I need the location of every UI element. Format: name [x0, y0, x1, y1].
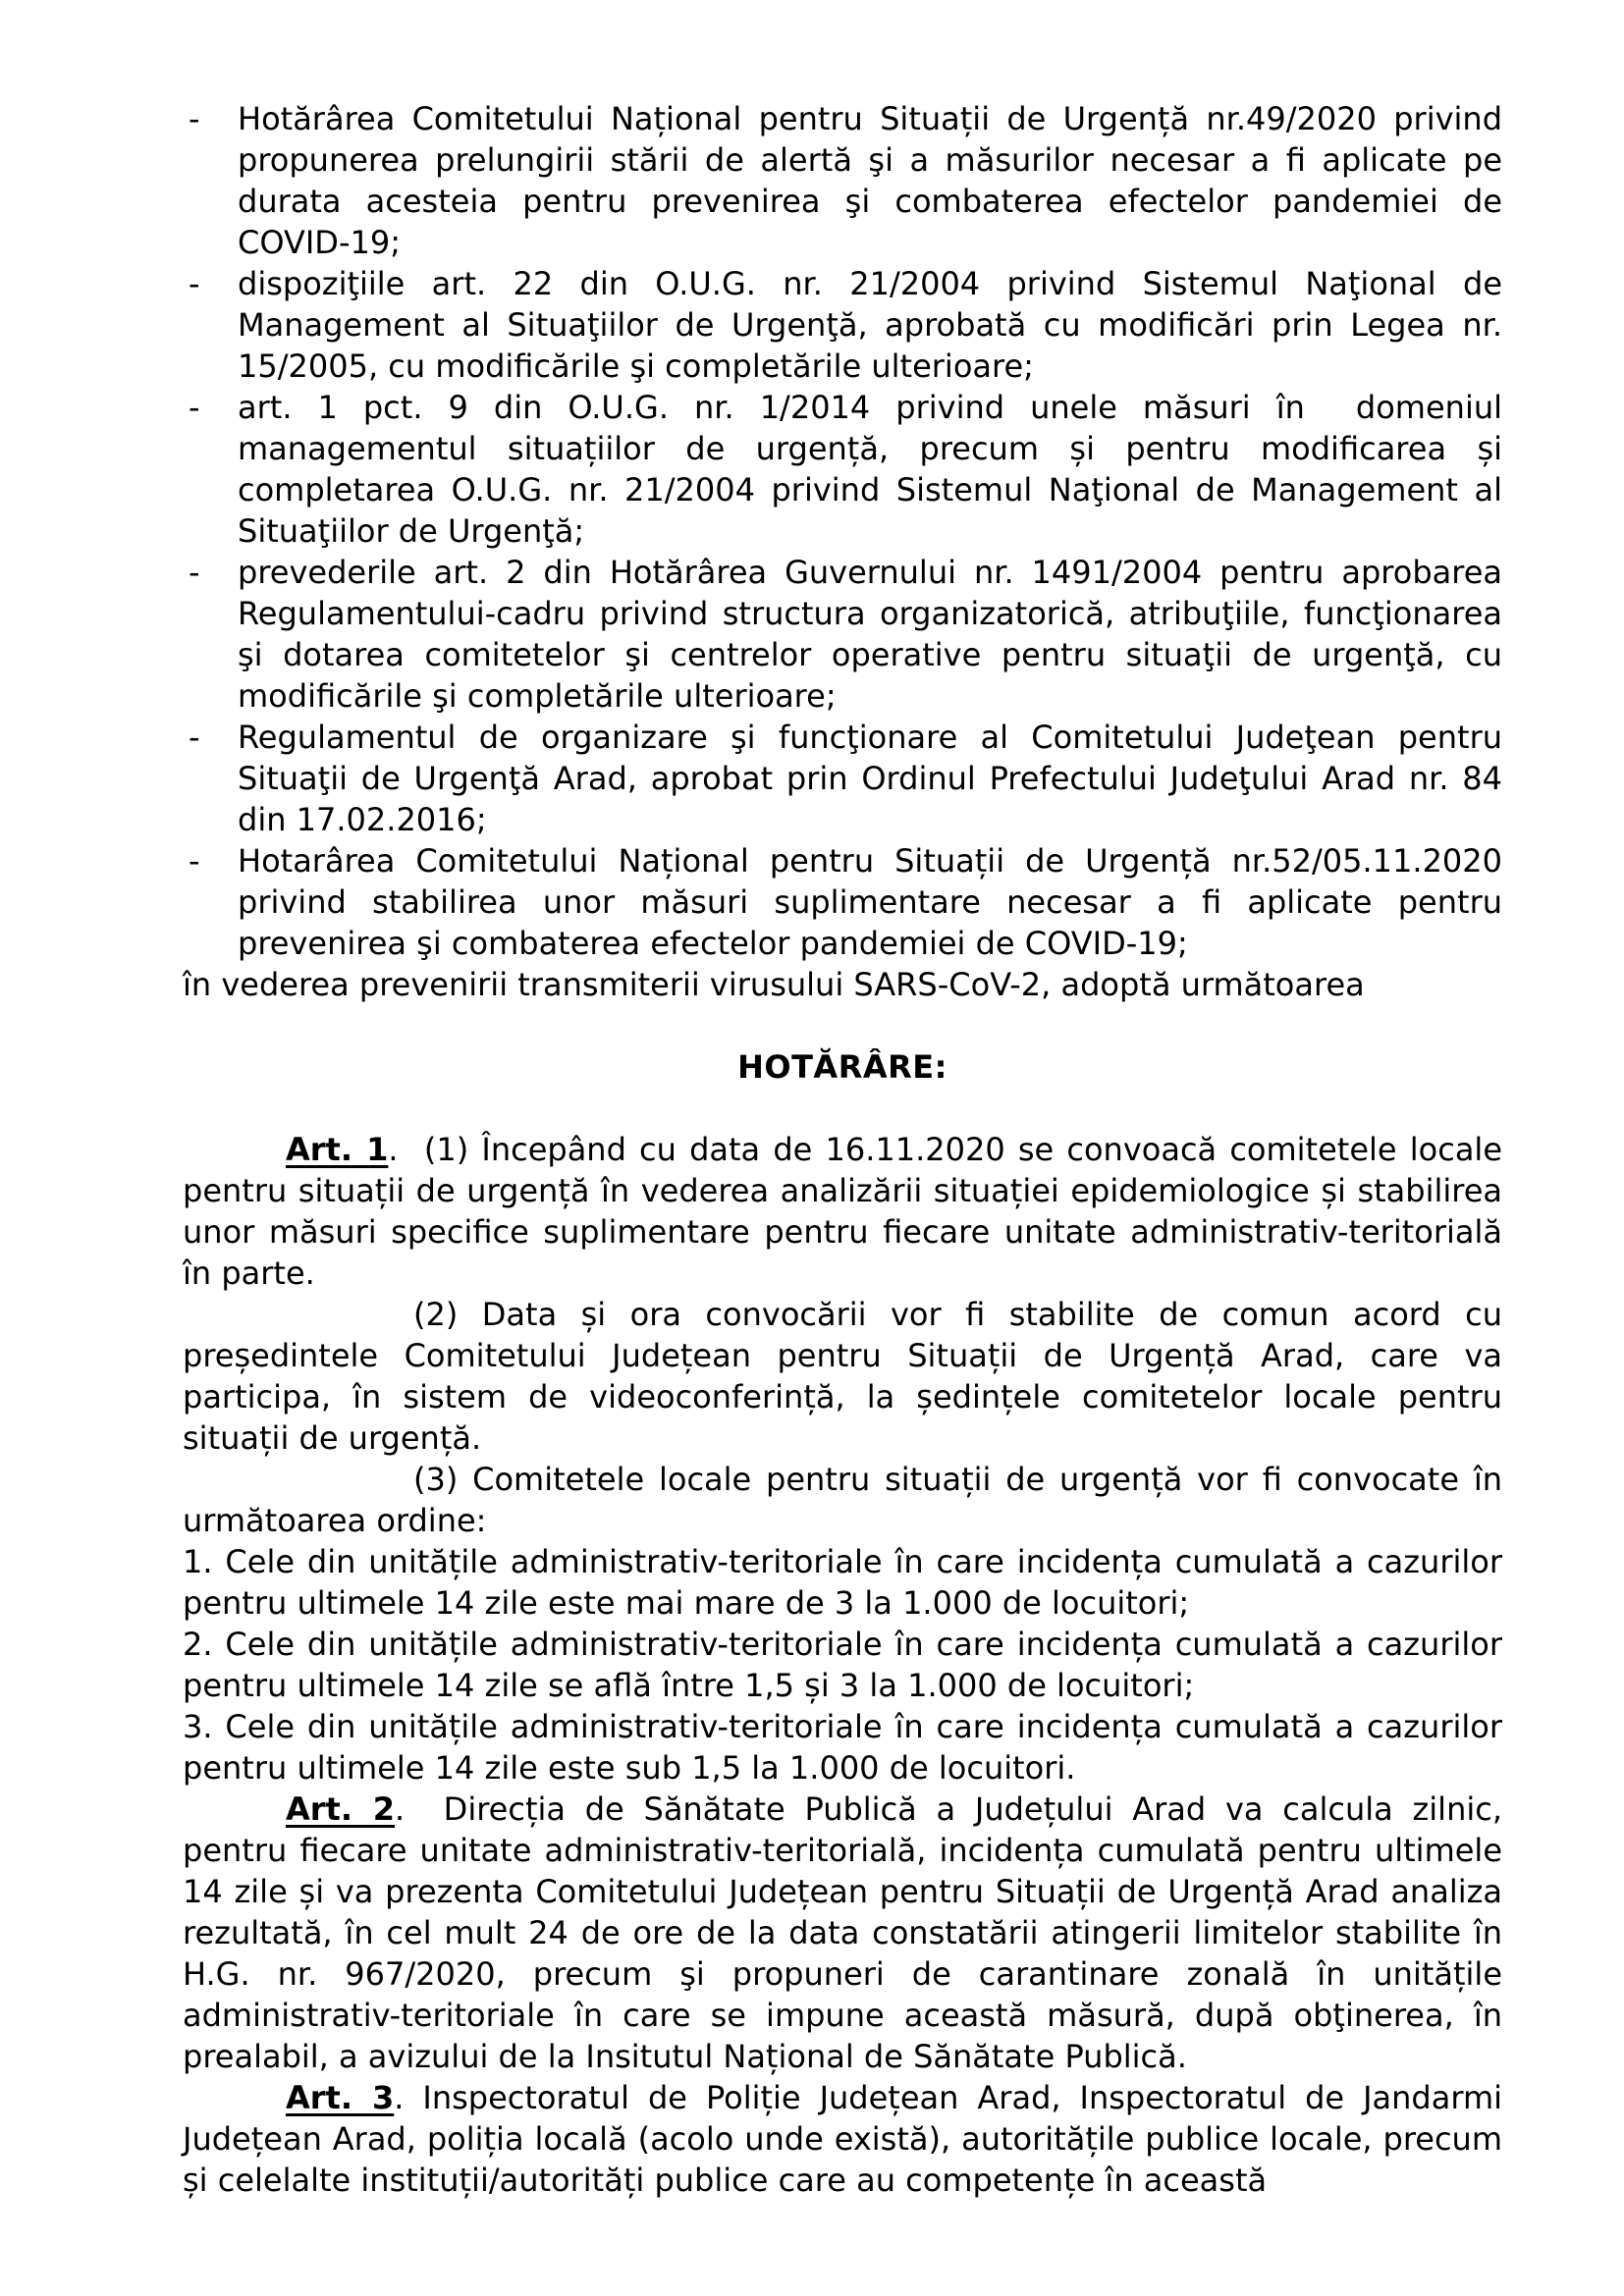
consideration-item	[183, 263, 1502, 387]
list-dash-marker: -	[189, 389, 200, 426]
consideration-item	[183, 387, 1502, 552]
article-1-paragraph-1-text: . (1) Începând cu data de 16.11.2020 se convoacă comitetele locale pentru situații de urgență în vederea analizării situației epidemiologice și stabilirea unor măsuri specifice suplimentare pentru fiecare unitate administrativ-teritorială în parte.	[183, 1131, 1503, 1292]
list-dash-marker: -	[189, 554, 200, 591]
decision-heading: HOTĂRÂRE:	[737, 1048, 947, 1086]
article-2-paragraph	[183, 1789, 1502, 2077]
article-1-paragraph-3: (3) Comitetele locale pentru situații de urgență vor fi convocate în următoarea ordine:	[183, 1461, 1502, 1539]
article-2-paragraph-text: . Direcția de Sănătate Publică a Județului Arad va calcula zilnic, pentru fiecare unitate administrativ-teritorială, incidența cumulată pentru ultimele 14 zile și va prezenta Comitetului Județean pentru Situații de Urgență Arad analiza rezultată, în cel mult 24 de ore de la data constatării atingerii limitelor stabilite în H.G. nr. 967/2020, precum şi propuneri de carantinare zonală în unitățile administrativ-teritoriale în care se impune această măsură, după obţinerea, în prealabil, a avizului de la Insitutul Național de Sănătate Publică.	[183, 1790, 1503, 2075]
list-dash-marker: -	[189, 719, 200, 756]
article-1-paragraph-2: (2) Data și ora convocării vor fi stabilite de comun acord cu președintele Comitetului Județean pentru Situații de Urgență Arad, care va participa, în sistem de videoconferință, la ședințele comitetelor locale pentru situații de urgență.	[183, 1296, 1502, 1457]
article-3-label: Art. 3	[286, 2079, 395, 2116]
article-2-label: Art. 2	[286, 1790, 395, 1828]
list-dash-marker: -	[189, 265, 200, 302]
consideration-text: art. 1 pct. 9 din O.U.G. nr. 1/2014 privind unele măsuri în domeniul managementul situațiilor de urgență, precum și pentru modificarea și completarea O.U.G. nr. 21/2004 privind Sistemul Naţional de Management al Situaţiilor de Urgenţă;	[238, 389, 1502, 550]
closing-line: în vederea prevenirii transmiterii virusului SARS-CoV-2, adoptă următoarea	[183, 966, 1365, 1003]
list-dash-marker: -	[189, 842, 200, 880]
article-1-list-item-1: 1. Cele din unitățile administrativ-teritoriale în care incidența cumulată a cazurilor pentru ultimele 14 zile este mai mare de 3 la 1.000 de locuitori;	[183, 1543, 1502, 1622]
consideration-item	[183, 98, 1502, 263]
consideration-item	[183, 717, 1502, 840]
consideration-text: Hotărârea Comitetului Național pentru Situații de Urgență nr.49/2020 privind propunerea prelungirii stării de alertă şi a măsurilor necesar a fi aplicate pe durata acesteia pentru prevenirea şi combaterea efectelor pandemiei de COVID-19;	[238, 100, 1502, 261]
list-dash-marker: -	[189, 100, 200, 137]
article-1-label: Art. 1	[286, 1131, 389, 1168]
article-3-paragraph-text: . Inspectoratul de Poliție Județean Arad, Inspectoratul de Jandarmi Județean Arad, poliția locală (acolo unde există), autoritățile publice locale, precum și celelalte instituții/autorități publice care au competențe în această	[183, 2079, 1503, 2199]
article-1-list-item-2: 2. Cele din unitățile administrativ-teritoriale în care incidența cumulată a cazurilor pentru ultimele 14 zile se află între 1,5 și 3 la 1.000 de locuitori;	[183, 1626, 1502, 1704]
consideration-text: prevederile art. 2 din Hotărârea Guvernului nr. 1491/2004 pentru aprobarea Regulamentului-cadru privind structura organizatorică, atribuţiile, funcţionarea şi dotarea comitetelor şi centrelor operative pentru situaţii de urgenţă, cu modificările şi completările ulterioare;	[238, 554, 1502, 715]
consideration-text: dispoziţiile art. 22 din O.U.G. nr. 21/2004 privind Sistemul Naţional de Management al Situaţiilor de Urgenţă, aprobată cu modificări prin Legea nr. 15/2005, cu modificările şi completările ulterioare;	[238, 265, 1502, 385]
consideration-item	[183, 552, 1502, 717]
consideration-item	[183, 840, 1502, 964]
article-1-list-item-3: 3. Cele din unitățile administrativ-teritoriale în care incidența cumulată a cazurilor pentru ultimele 14 zile este sub 1,5 la 1.000 de locuitori.	[183, 1708, 1502, 1787]
article-3-paragraph	[183, 2077, 1502, 2201]
consideration-text: Regulamentul de organizare şi funcţionare al Comitetului Judeţean pentru Situaţii de Urgenţă Arad, aprobat prin Ordinul Prefectului Judeţului Arad nr. 84 din 17.02.2016;	[238, 719, 1502, 838]
consideration-text: Hotarârea Comitetului Național pentru Situații de Urgență nr.52/05.11.2020 privind stabilirea unor măsuri suplimentare necesar a fi aplicate pentru prevenirea şi combaterea efectelor pandemiei de COVID-19;	[238, 842, 1502, 962]
article-1-paragraph-1	[183, 1129, 1502, 1294]
